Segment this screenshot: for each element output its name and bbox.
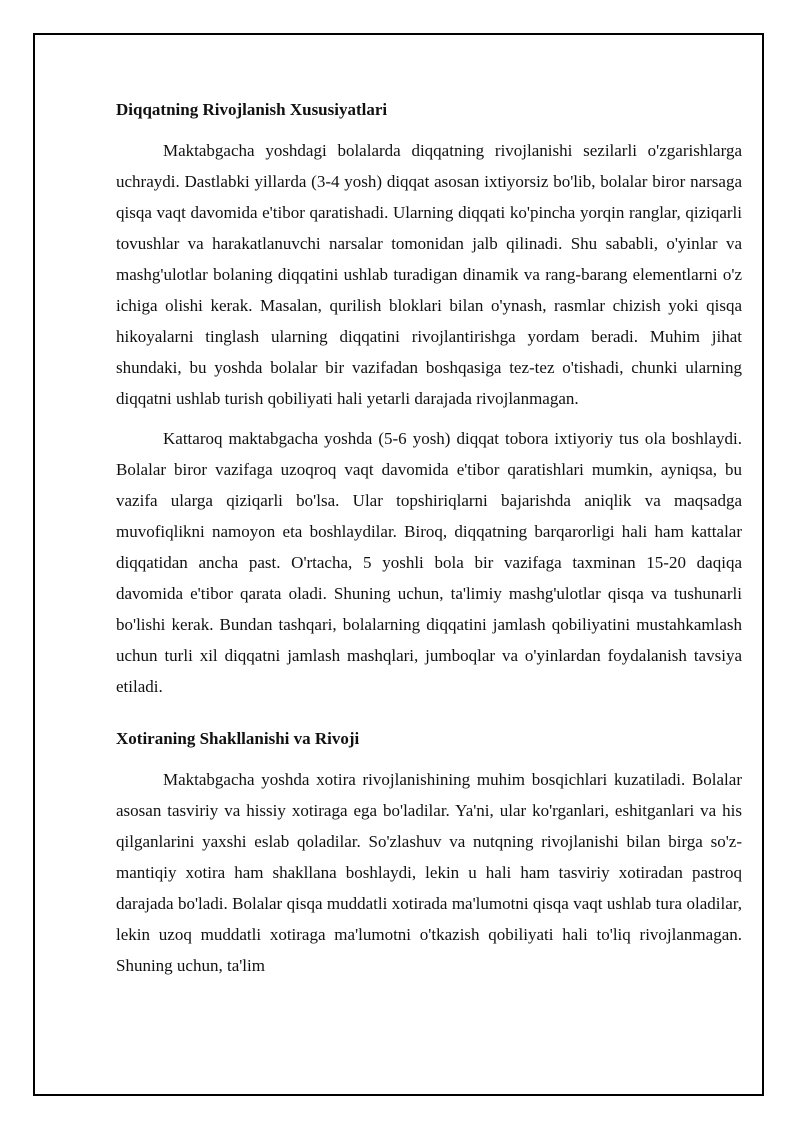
paragraph-memory-1: Maktabgacha yoshda xotira rivojlanishining muhim bosqichlari kuzatiladi. Bolalar asosan tasviriy va hissiy xotiraga ega bo'ladilar. Ya'ni, ular ko'rganlari, eshitganlari va his qilganlarini yaxshi eslab qoladilar. So'zlashuv va nutqning rivojlanishi bilan birga so'z-mantiqiy xotira ham shakllana boshlaydi, lekin u hali ham tasviriy xotiradan pastroq darajada bo'ladi. Bolalar qisqa muddatli xotirada ma'lumotni qisqa vaqt ushlab tura oladilar, lekin uzoq muddatli xotiraga ma'lumotni o'tkazish qobiliyati hali to'liq rivojlanmagan. Shuning uchun, ta'lim [116,770,742,975]
section-heading-memory: Xotiraning Shakllanishi va Rivoji [116,729,360,748]
section-heading-attention: Diqqatning Rivojlanish Xususiyatlari [116,100,388,119]
paragraph-attention-1: Maktabgacha yoshdagi bolalarda diqqatning rivojlanishi sezilarli o'zgarishlarga uchraydi. Dastlabki yillarda (3-4 yosh) diqqat asosan ixtiyorsiz bo'lib, bolalar biror narsaga qisqa vaqt davomida e'tibor qaratishadi. Ularning diqqati ko'pincha yorqin ranglar, qiziqarli tovushlar va harakatlanuvchi narsalar tomonidan jalb qilinadi. Shu sababli, o'yinlar va mashg'ulotlar bolaning diqqatini ushlab turadigan dinamik va rang-barang elementlarni o'z ichiga olishi kerak. Masalan, qurilish bloklari bilan o'ynash, rasmlar chizish yoki qisqa hikoyalarni tinglash ularning diqqatini rivojlantirishga yordam beradi. Muhim jihat shundaki, bu yoshda bolalar bir vazifadan boshqasiga tez-tez o'tishadi, chunki ularning diqqatni ushlab turish qobiliyati hali yetarli darajada rivojlanmagan. [116,141,742,408]
paragraph-attention-2: Kattaroq maktabgacha yoshda (5-6 yosh) diqqat tobora ixtiyoriy tus ola boshlaydi. Bolalar biror vazifaga uzoqroq vaqt davomida e'tibor qaratishlari mumkin, ayniqsa, bu vazifa ularga qiziqarli bo'lsa. Ular topshiriqlarni bajarishda aniqlik va maqsadga muvofiqlikni namoyon eta boshlaydilar. Biroq, diqqatning barqarorligi hali ham kattalar diqqatidan ancha past. O'rtacha, 5 yoshli bola bir vazifaga taxminan 15-20 daqiqa davomida e'tibor qarata oladi. Shuning uchun, ta'limiy mashg'ulotlar qisqa va tushunarli bo'lishi kerak. Bundan tashqari, bolalarning diqqatini jamlash qobiliyatini mustahkamlash uchun turli xil diqqatni jamlash mashqlari, jumboqlar va o'yinlardan foydalanish tavsiya etiladi. [116,429,742,696]
document-body [116,94,742,990]
